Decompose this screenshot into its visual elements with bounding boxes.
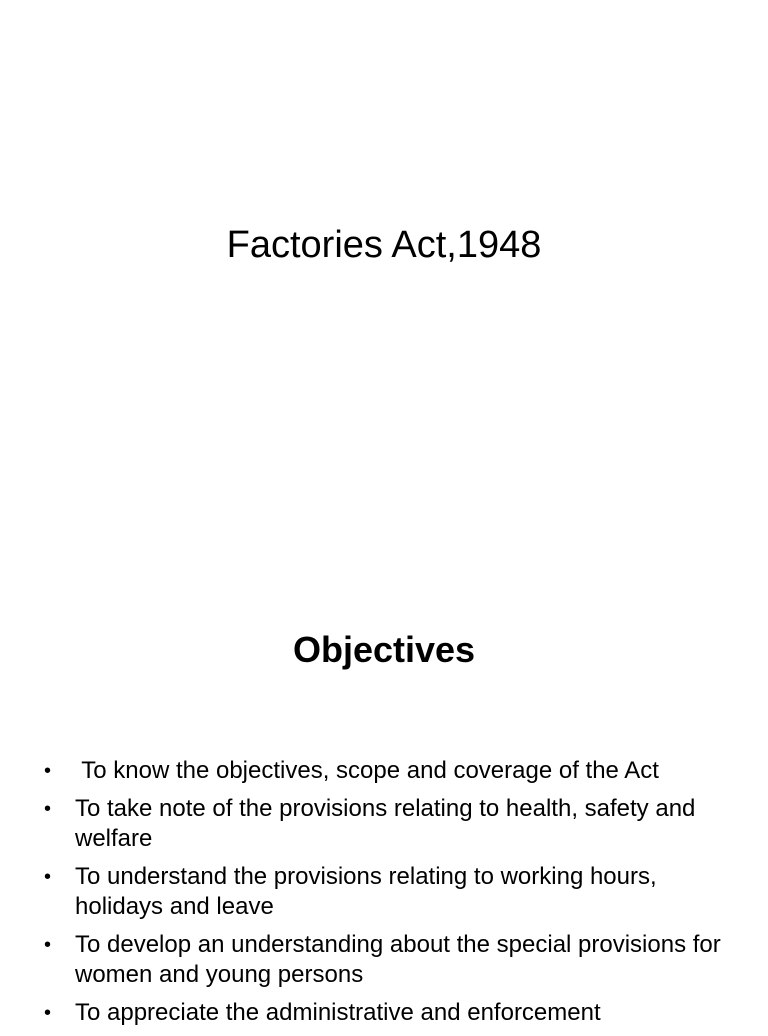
bullet-icon: •: [44, 798, 52, 820]
bullet-icon: •: [44, 760, 52, 782]
list-item: [0, 756, 768, 786]
list-item-text: To understand the provisions relating to working hours, holidays and leave: [75, 863, 657, 920]
bullet-icon: •: [44, 1002, 52, 1024]
list-item: [0, 930, 768, 990]
list-item-text: To know the objectives, scope and coverage of the Act: [75, 757, 659, 784]
objectives-heading: Objectives: [292, 629, 476, 670]
bullet-icon: •: [44, 934, 52, 956]
list-item: [0, 862, 768, 922]
objectives-slide: [0, 576, 768, 1024]
slide-title: Factories Act,1948: [226, 224, 542, 266]
list-item-text: To appreciate the administrative and enforcement: [75, 999, 601, 1026]
bullet-icon: •: [44, 866, 52, 888]
list-item: [0, 794, 768, 854]
list-item-text: To take note of the provisions relating to health, safety and welfare: [75, 795, 696, 852]
objectives-list: [0, 756, 768, 1036]
list-item-text: To develop an understanding about the special provisions for women and young persons: [75, 931, 721, 988]
